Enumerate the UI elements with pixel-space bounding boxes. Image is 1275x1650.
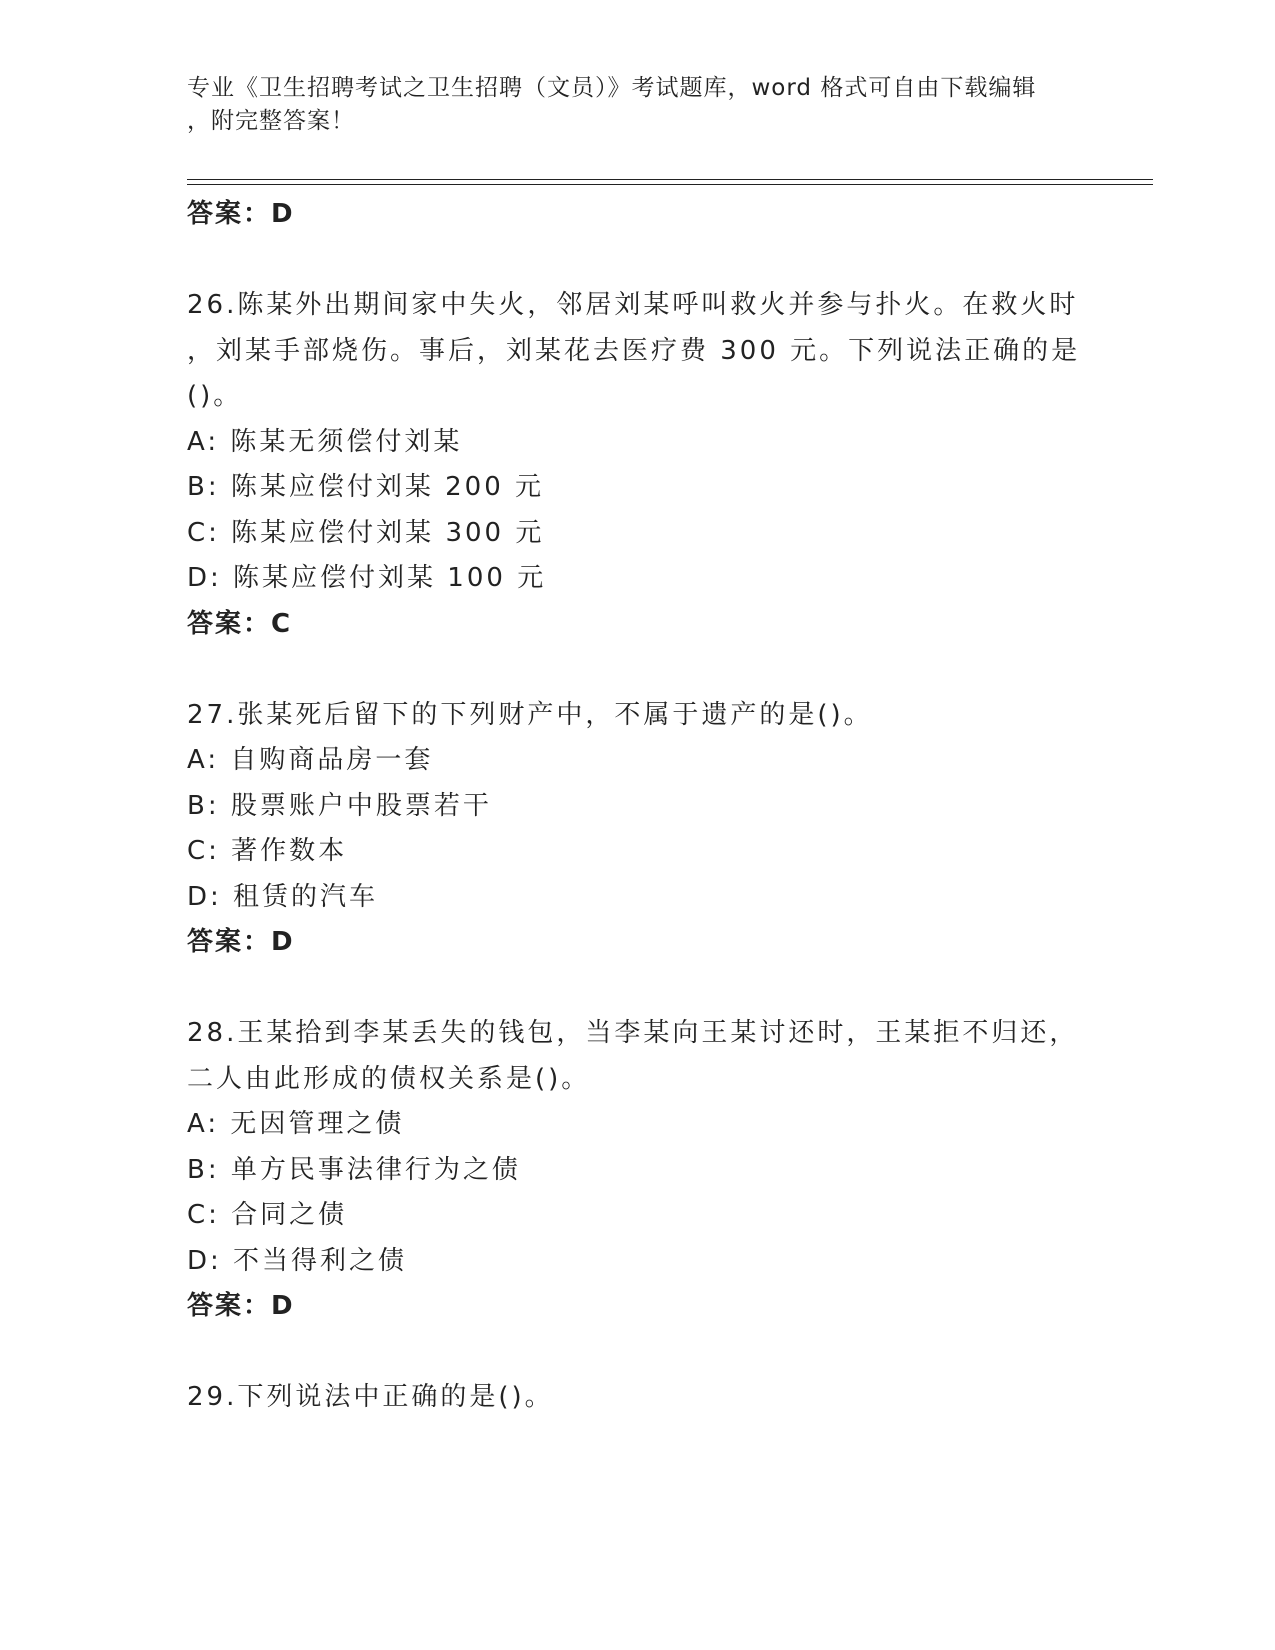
option-d: D: 不当得利之债: [187, 1245, 408, 1276]
question-28: [187, 1011, 1087, 1330]
option-c: C: 著作数本: [187, 836, 348, 866]
option-b: B: 股票账户中股票若干: [187, 790, 492, 821]
spacer: [187, 238, 1087, 284]
option-d: D: 租赁的汽车: [187, 881, 379, 912]
answer-line: 答案：C: [187, 608, 293, 639]
option-a: A: 自购商品房一套: [187, 745, 434, 775]
option-c: C: 陈某应偿付刘某 300 元: [187, 517, 545, 548]
question-text: 29.下列说法中正确的是()。: [187, 1382, 554, 1412]
option-b: B: 单方民事法律行为之债: [187, 1154, 521, 1185]
option-c: C: 合同之债: [187, 1200, 348, 1230]
question-text: 28.王某拾到李某丢失的钱包，当李某向王某讨还时，王某拒不归还，: [187, 1018, 1079, 1048]
header-note: [187, 72, 1087, 138]
header-note-line: 专业《卫生招聘考试之卫生招聘（文员）》考试题库，word 格式可自由下载编辑: [187, 75, 1037, 101]
question-27: [187, 693, 1087, 966]
question-text: 26.陈某外出期间家中失火，邻居刘某呼叫救火并参与扑火。在救火时: [187, 290, 1079, 320]
question-text: ，刘某手部烧伤。事后，刘某花去医疗费 300 元。下列说法正确的是: [187, 335, 1081, 366]
spacer: [187, 966, 1087, 1012]
option-d: D: 陈某应偿付刘某 100 元: [187, 563, 547, 593]
header-note-line: ，附完整答案！: [187, 108, 355, 134]
header-divider: [187, 179, 1153, 180]
option-a: A: 无因管理之债: [187, 1109, 405, 1139]
question-29: [187, 1375, 1087, 1421]
answer-line: 答案：D: [187, 1291, 295, 1321]
option-b: B: 陈某应偿付刘某 200 元: [187, 472, 545, 502]
answer-line: 答案：D: [187, 199, 295, 229]
spacer: [187, 647, 1087, 693]
header-divider: [187, 184, 1153, 185]
option-a: A: 陈某无须偿付刘某: [187, 426, 463, 457]
question-text: ()。: [187, 381, 243, 411]
question-text: 二人由此形成的债权关系是()。: [187, 1063, 591, 1094]
spacer: [187, 1330, 1087, 1376]
answer-line: 答案：D: [187, 927, 295, 957]
question-26: [187, 283, 1087, 647]
question-text: 27.张某死后留下的下列财产中，不属于遗产的是()。: [187, 699, 873, 730]
question-list: [187, 192, 1087, 1421]
